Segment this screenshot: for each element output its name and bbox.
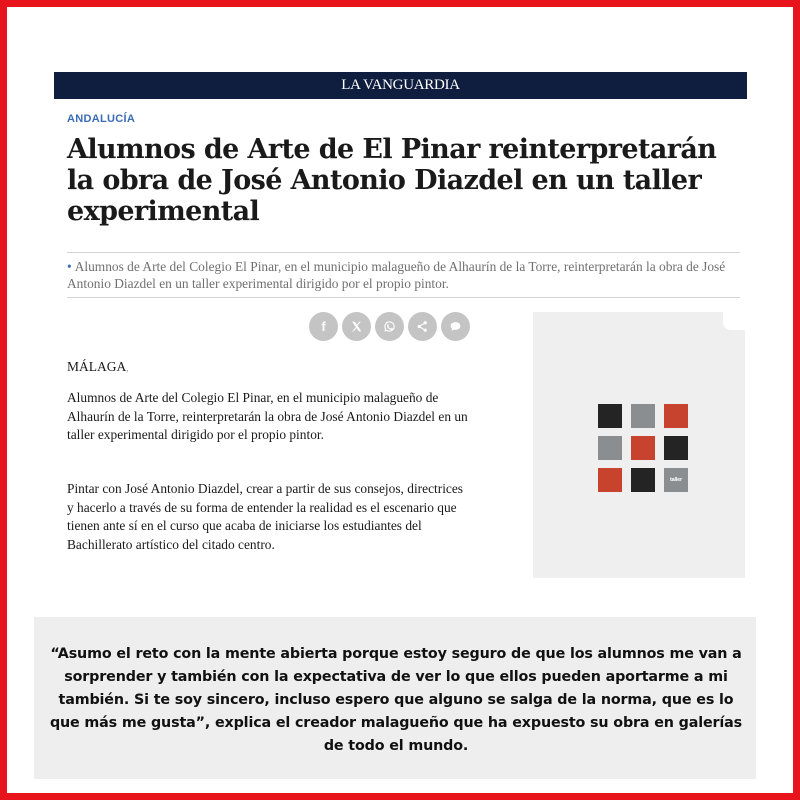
share-facebook-button[interactable] (309, 312, 338, 341)
image-tile (631, 404, 655, 428)
image-tile (598, 436, 622, 460)
share-generic-button[interactable] (408, 312, 437, 341)
image-tile-label: taller (664, 468, 688, 492)
article-paragraph: Alumnos de Arte del Colegio El Pinar, en el municipio malagueño de Alhaurín de la Torre, reinterpretarán la obra de José Antonio Diazdel en un taller experimental dirigido por el propio pintor. (67, 390, 468, 443)
masthead-title[interactable]: LA VANGUARDIA (341, 77, 460, 93)
dateline-separator: , (126, 363, 129, 373)
image-tile (664, 436, 688, 460)
x-icon (350, 320, 363, 333)
article-summary (67, 258, 740, 292)
pull-quote: “Asumo el reto con la mente abierta porque estoy seguro de que los alumnos me van a sorprender y también con la expectativa de ver lo que ellos pueden aportarme a mi también. Si te soy sincero, incluso espero que alguno se salga de la norma, que es lo que más me gusta”, explica el creador malagueño que ha expuesto su obra en galerías de todo el mundo. (49, 646, 743, 754)
image-tile-grid (598, 404, 688, 492)
image-tile (631, 468, 655, 492)
article-image[interactable] (533, 312, 745, 578)
summary-text: Alumnos de Arte del Colegio El Pinar, en el municipio malagueño de Alhaurín de la Torre, reinterpretarán la obra de José Antonio Diazdel en un taller experimental dirigido por el propio pintor. (67, 259, 726, 291)
dateline-city: MÁLAGA (67, 359, 127, 374)
summary-bullet: • (67, 259, 72, 274)
article-headline: Alumnos de Arte de El Pinar reinterpretarán la obra de José Antonio Diazdel en un taller experimental (67, 134, 717, 227)
whatsapp-icon (383, 320, 396, 333)
comment-icon (449, 320, 462, 333)
image-corner-notch (723, 312, 747, 330)
share-bar (309, 312, 470, 341)
share-x-button[interactable] (342, 312, 371, 341)
article-paragraph: Pintar con José Antonio Diazdel, crear a partir de sus consejos, directrices y hacerlo a través de su forma de entender la realidad es el escenario que tienen ante sí en el curso que acaba de iniciarse los estudiantes del Bachillerato artístico del citado centro. (67, 481, 464, 553)
image-tile (598, 404, 622, 428)
image-tile (664, 404, 688, 428)
share-comment-button[interactable] (441, 312, 470, 341)
image-tile (598, 468, 622, 492)
section-label[interactable]: ANDALUCÍA (67, 113, 136, 125)
share-whatsapp-button[interactable] (375, 312, 404, 341)
dateline (67, 359, 129, 375)
summary-top-divider (67, 252, 740, 253)
image-tile (631, 436, 655, 460)
summary-bottom-divider (67, 297, 740, 298)
facebook-icon: f (321, 319, 326, 334)
share-icon (416, 320, 429, 333)
masthead-logo[interactable] (54, 72, 747, 99)
